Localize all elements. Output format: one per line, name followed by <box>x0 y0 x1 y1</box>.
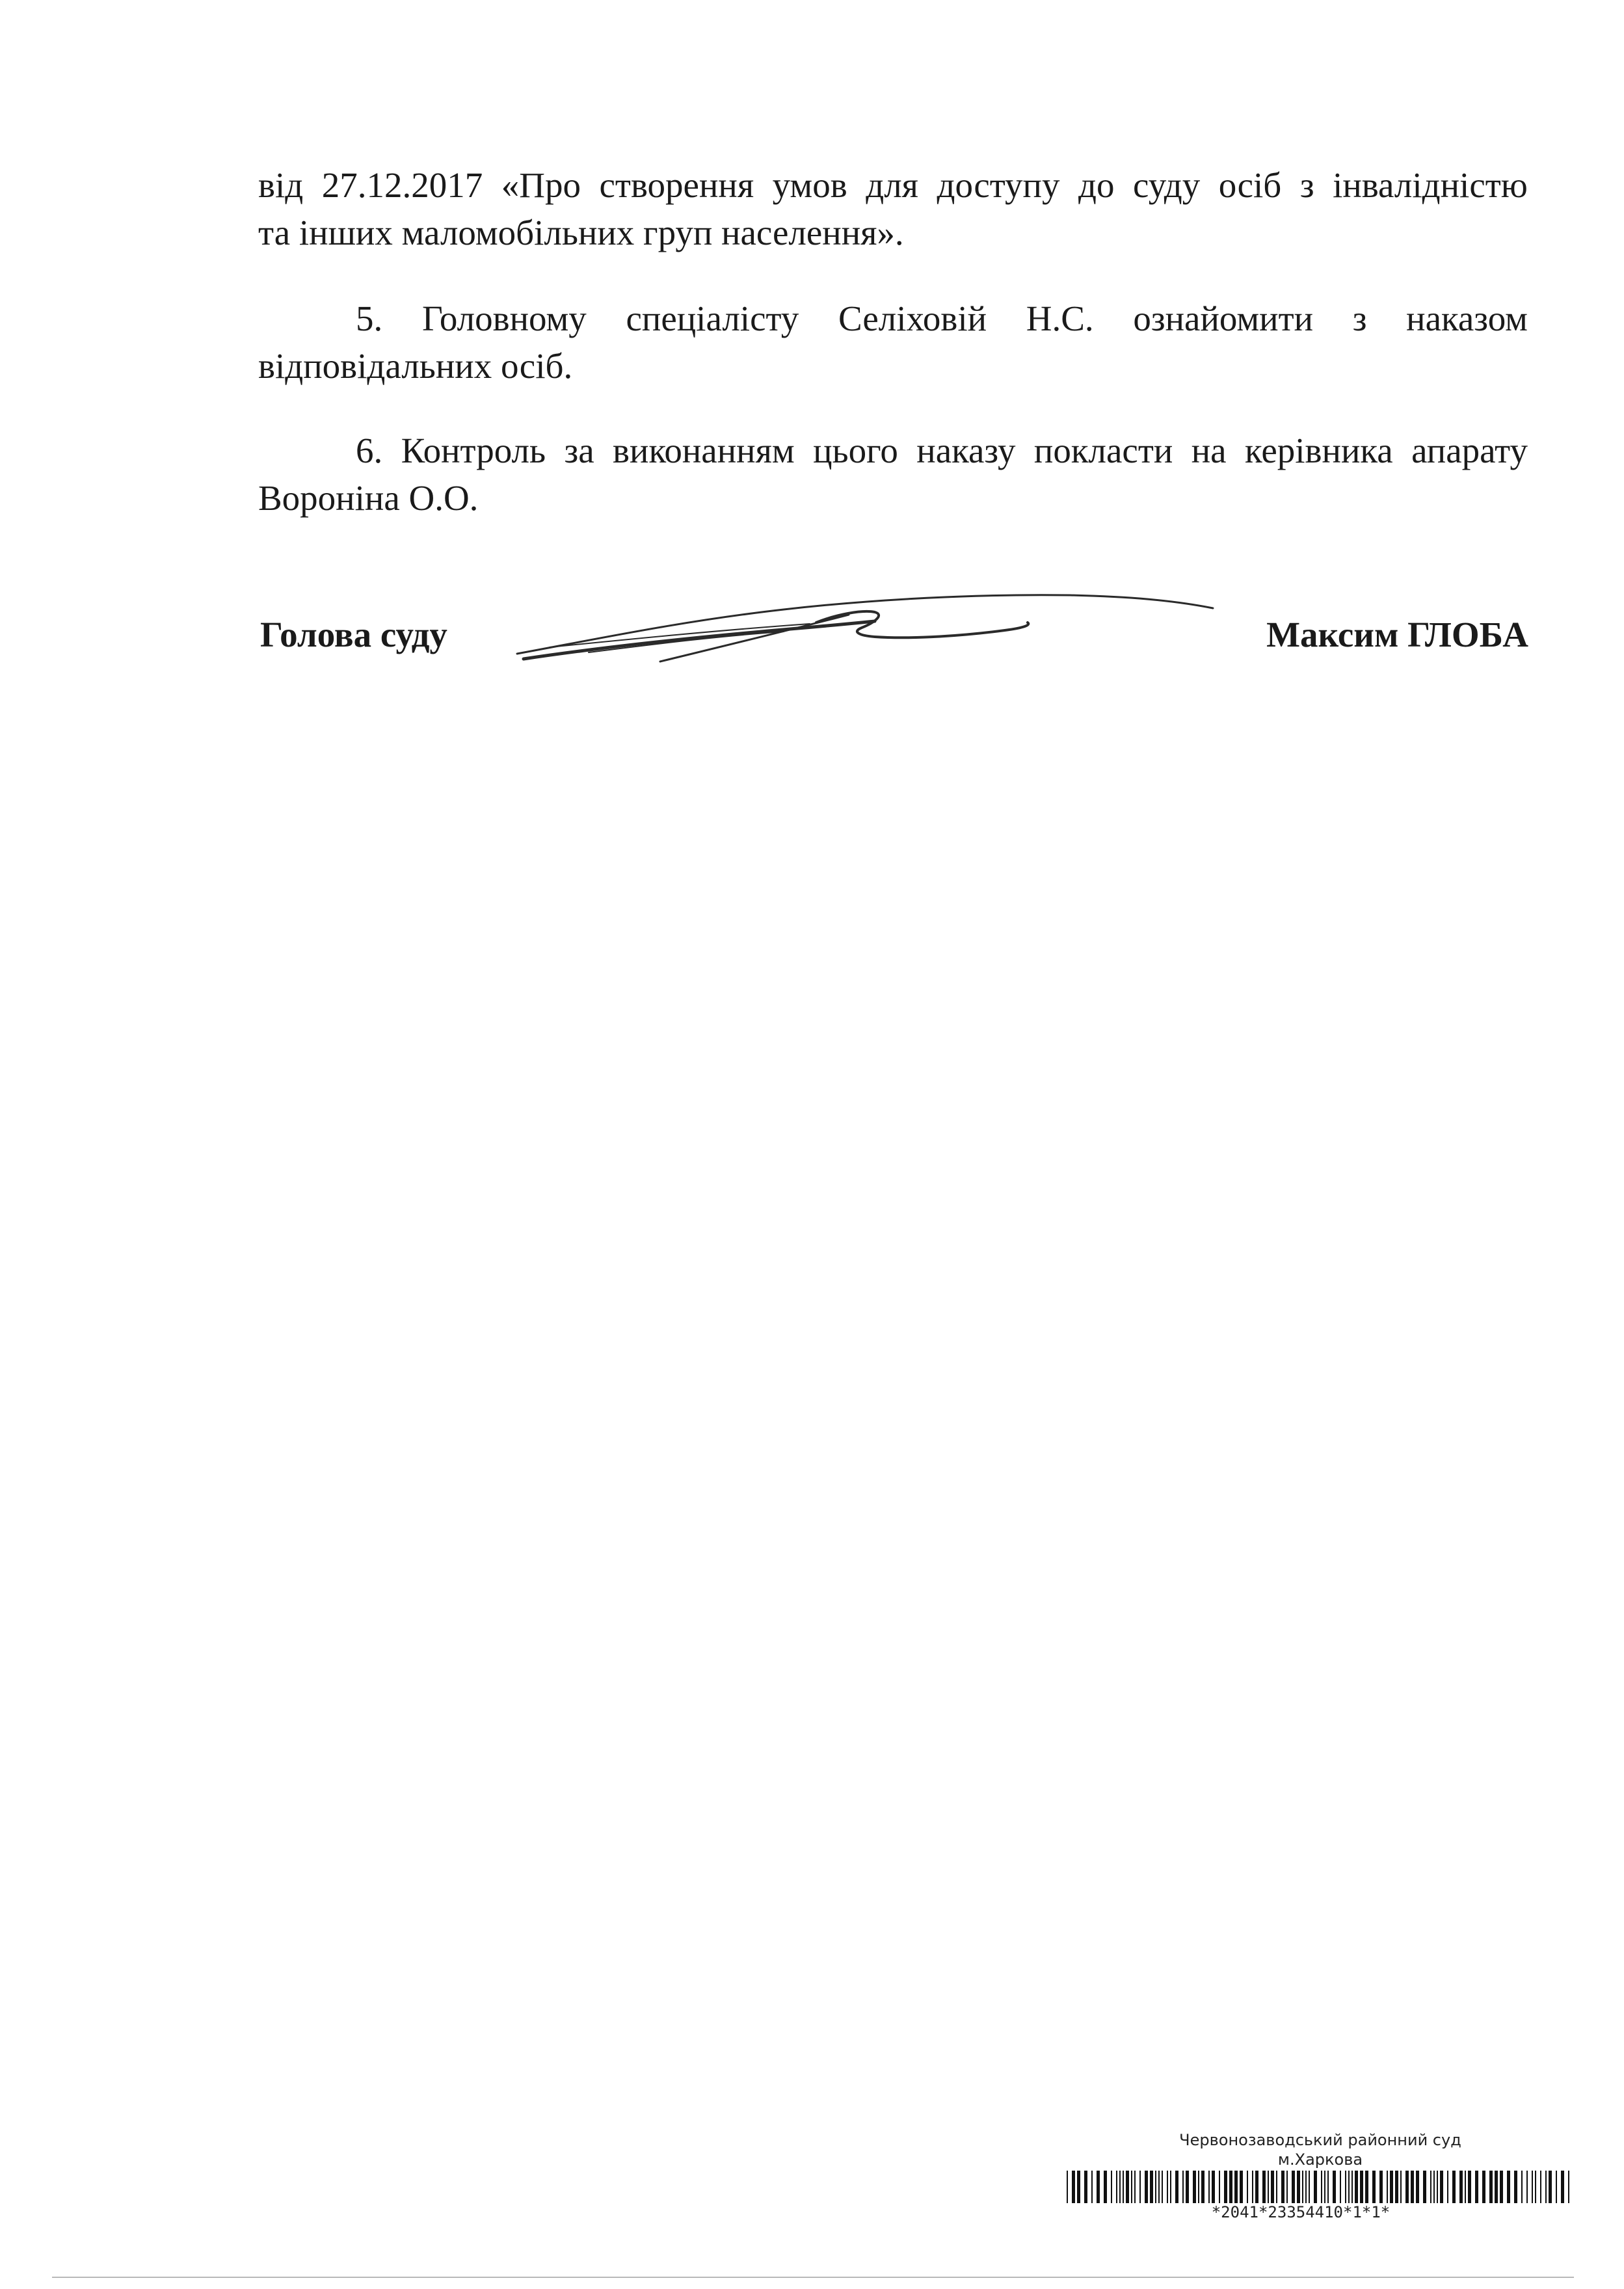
paragraph-item-6 <box>258 427 1528 522</box>
barcode-bar <box>1170 2171 1171 2203</box>
barcode-bar <box>1119 2171 1121 2203</box>
barcode-bar <box>1145 2171 1148 2203</box>
word: 6. <box>356 431 383 470</box>
word: суду <box>1133 165 1201 205</box>
word: «Про <box>501 165 581 205</box>
handwritten-signature <box>511 576 1232 680</box>
barcode-bar <box>1500 2171 1503 2203</box>
barcode-bar <box>1091 2171 1093 2203</box>
barcode-bar <box>1430 2171 1431 2203</box>
barcode-bar <box>1286 2171 1288 2203</box>
barcode-bar <box>1247 2171 1248 2203</box>
barcode-bar <box>1309 2171 1310 2203</box>
barcode-bar <box>1111 2171 1112 2203</box>
barcode-bar <box>1155 2171 1156 2203</box>
barcode-bar <box>1395 2171 1398 2203</box>
registration-stamp <box>1067 2130 1574 2221</box>
barcode-number: *2041*23354410*1*1* <box>1211 2203 1391 2221</box>
barcode-bar <box>1411 2171 1414 2203</box>
barcode-bar <box>1097 2171 1100 2203</box>
barcode-bar <box>1355 2171 1358 2203</box>
barcode-bar <box>1134 2171 1136 2203</box>
barcode-bar <box>1234 2171 1238 2203</box>
barcode-bar <box>1297 2171 1300 2203</box>
word: інвалідністю <box>1333 165 1528 205</box>
word: виконанням <box>613 431 795 470</box>
barcode-bar <box>1131 2171 1132 2203</box>
barcode-bar <box>1540 2171 1541 2203</box>
barcode-bar <box>1067 2171 1068 2203</box>
word: покласти <box>1033 431 1173 470</box>
paragraph-line <box>258 295 1528 342</box>
paragraph-line: та інших маломобільних груп населення». <box>258 213 904 252</box>
paragraph-line: відповідальних осіб. <box>258 346 573 386</box>
barcode-bar <box>1271 2171 1274 2203</box>
word: Н.С. <box>1026 299 1094 338</box>
barcode-bar <box>1212 2171 1215 2203</box>
barcode-bar <box>1327 2171 1329 2203</box>
barcode-bar <box>1324 2171 1325 2203</box>
barcode-bar <box>1208 2171 1210 2203</box>
barcode-bar <box>1400 2171 1402 2203</box>
barcode-bar <box>1198 2171 1199 2203</box>
word: до <box>1078 165 1115 205</box>
paragraph-decree-reference <box>258 161 1528 256</box>
barcode-bar <box>1321 2171 1322 2203</box>
barcode-bar <box>1423 2171 1426 2203</box>
barcode-bar <box>1229 2171 1232 2203</box>
word: за <box>564 431 594 470</box>
barcode-bar <box>1521 2171 1523 2203</box>
barcode-bar <box>1514 2171 1517 2203</box>
barcode-bar <box>1139 2171 1141 2203</box>
barcode-bar <box>1186 2171 1189 2203</box>
barcode-bar <box>1507 2171 1510 2203</box>
barcode-bar <box>1345 2171 1346 2203</box>
barcode-bar <box>1447 2171 1448 2203</box>
barcode-bar <box>1365 2171 1368 2203</box>
barcode-bar <box>1561 2171 1564 2203</box>
barcode-bar <box>1077 2171 1080 2203</box>
barcode-bar <box>1489 2171 1493 2203</box>
barcode-bar <box>1452 2171 1456 2203</box>
barcode-bar <box>1465 2171 1466 2203</box>
barcode-bar <box>1158 2171 1160 2203</box>
page-bottom-edge <box>52 2277 1574 2278</box>
barcode-bar <box>1262 2171 1266 2203</box>
word: 5. <box>356 299 383 338</box>
barcode-bar <box>1379 2171 1383 2203</box>
word: ознайомити <box>1133 299 1314 338</box>
barcode-bar <box>1219 2171 1220 2203</box>
barcode-bar <box>1240 2171 1243 2203</box>
barcode-bar <box>1201 2171 1205 2203</box>
barcode-bar <box>1167 2171 1168 2203</box>
barcode-bar <box>1116 2171 1117 2203</box>
barcode-bar <box>1348 2171 1350 2203</box>
barcode-bar <box>1459 2171 1463 2203</box>
barcode-bar <box>1387 2171 1388 2203</box>
barcode-bar <box>1126 2171 1129 2203</box>
barcode-bar <box>1193 2171 1196 2203</box>
signer-position: Голова суду <box>260 615 447 654</box>
barcode-bar <box>1416 2171 1419 2203</box>
barcode-bar <box>1255 2171 1258 2203</box>
word: наказу <box>916 431 1016 470</box>
word: з <box>1299 165 1314 205</box>
barcode-bar <box>1433 2171 1435 2203</box>
barcode-bar <box>1340 2171 1341 2203</box>
stamp-court-name: Червонозаводський районний суд <box>1179 2131 1461 2149</box>
barcode-bar <box>1292 2171 1295 2203</box>
barcode-bar <box>1072 2171 1075 2203</box>
barcode-bar <box>1084 2171 1087 2203</box>
barcode-bar <box>1468 2171 1471 2203</box>
word: доступу <box>937 165 1060 205</box>
paragraph-line <box>258 161 1528 209</box>
barcode-bar <box>1372 2171 1376 2203</box>
barcode-bar <box>1568 2171 1569 2203</box>
barcode-bar <box>1351 2171 1353 2203</box>
barcode-bar <box>1535 2171 1536 2203</box>
barcode-bar <box>1281 2171 1285 2203</box>
barcode-bar <box>1495 2171 1498 2203</box>
barcode-bar <box>1549 2171 1552 2203</box>
word: наказом <box>1406 299 1528 338</box>
barcode-bar <box>1437 2171 1438 2203</box>
barcode-bar <box>1440 2171 1443 2203</box>
word: осіб <box>1218 165 1282 205</box>
word: 27.12.2017 <box>321 165 483 205</box>
word: умов <box>772 165 847 205</box>
barcode-bar <box>1268 2171 1269 2203</box>
barcode-bar <box>1556 2171 1557 2203</box>
barcode-bar <box>1175 2171 1178 2203</box>
barcode-bar <box>1314 2171 1317 2203</box>
paragraph-line: Вороніна О.О. <box>258 478 479 518</box>
barcode-bar <box>1302 2171 1303 2203</box>
barcode-bar <box>1333 2171 1336 2203</box>
word: на <box>1191 431 1227 470</box>
barcode-bar <box>1123 2171 1124 2203</box>
word: Головному <box>421 299 587 338</box>
barcode-bar <box>1390 2171 1393 2203</box>
paragraph-item-5 <box>258 295 1528 390</box>
word: апарату <box>1411 431 1528 470</box>
word: Селіховій <box>838 299 987 338</box>
barcode-bar <box>1360 2171 1363 2203</box>
barcode-bar <box>1545 2171 1547 2203</box>
word: створення <box>599 165 754 205</box>
barcode-bar <box>1475 2171 1478 2203</box>
word: від <box>258 165 304 205</box>
word: керівника <box>1245 431 1393 470</box>
stamp-city: м.Харкова <box>1277 2150 1363 2169</box>
barcode-bar <box>1224 2171 1227 2203</box>
word: для <box>866 165 918 205</box>
barcode-bar <box>1482 2171 1485 2203</box>
barcode-bar <box>1305 2171 1307 2203</box>
word: цього <box>813 431 898 470</box>
barcode-bar <box>1405 2171 1409 2203</box>
barcode-bar <box>1162 2171 1163 2203</box>
barcode-bar <box>1150 2171 1153 2203</box>
paragraph-line <box>258 427 1528 474</box>
word: з <box>1352 299 1367 338</box>
word: Контроль <box>401 431 546 470</box>
barcode-bar <box>1276 2171 1277 2203</box>
barcode <box>1067 2171 1574 2203</box>
word: спеціалісту <box>626 299 799 338</box>
barcode-bar <box>1532 2171 1533 2203</box>
barcode-bar <box>1104 2171 1107 2203</box>
barcode-bar <box>1182 2171 1184 2203</box>
signer-name: Максим ГЛОБА <box>1266 615 1528 654</box>
barcode-bar <box>1252 2171 1253 2203</box>
barcode-bar <box>1526 2171 1528 2203</box>
